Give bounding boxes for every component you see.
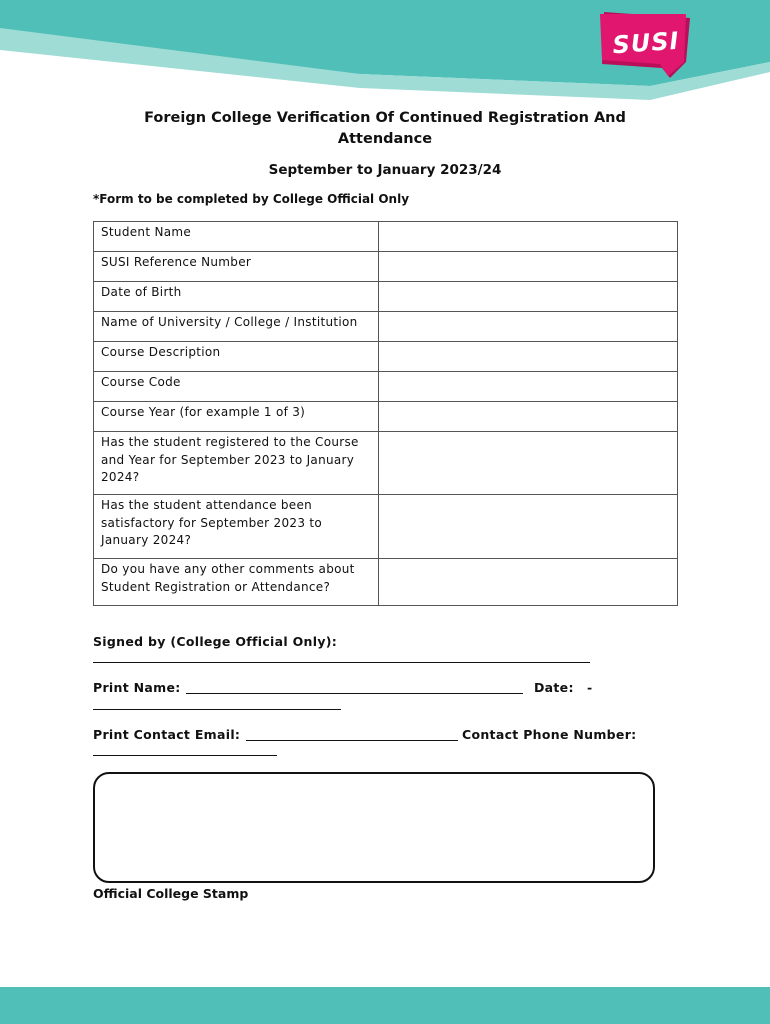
date-label: Date: xyxy=(534,680,574,695)
contact-phone-label: Contact Phone Number: xyxy=(462,727,637,742)
row-label: Course Code xyxy=(94,372,379,402)
table-row xyxy=(94,312,678,342)
value-field[interactable] xyxy=(379,252,678,282)
value-field[interactable] xyxy=(379,495,678,559)
date-dash: - xyxy=(587,680,593,695)
row-label: SUSI Reference Number xyxy=(94,252,379,282)
contact-email-line[interactable] xyxy=(246,740,458,741)
value-field[interactable] xyxy=(379,342,678,372)
value-field[interactable] xyxy=(379,559,678,606)
stamp-box xyxy=(93,772,655,883)
table-row xyxy=(94,222,678,252)
value-field[interactable] xyxy=(379,402,678,432)
print-name-line[interactable] xyxy=(186,693,523,694)
table-row xyxy=(94,432,678,495)
table-row xyxy=(94,252,678,282)
stamp-label: Official College Stamp xyxy=(93,886,249,901)
row-label: Date of Birth xyxy=(94,282,379,312)
value-field[interactable] xyxy=(379,372,678,402)
row-label: Name of University / College / Institution xyxy=(94,312,379,342)
footer-banner xyxy=(0,987,770,1024)
table-row xyxy=(94,559,678,606)
row-label: Course Year (for example 1 of 3) xyxy=(94,402,379,432)
table-row xyxy=(94,495,678,559)
signed-by-line[interactable] xyxy=(93,662,590,663)
susi-logo xyxy=(598,12,694,80)
logo-text: SUSI xyxy=(611,26,681,60)
row-label: Has the student attendance been satisfactory for September 2023 to January 2024? xyxy=(94,495,379,559)
student-details-table xyxy=(93,221,678,606)
document-subtitle: September to January 2023/24 xyxy=(268,162,502,178)
row-label: Do you have any other comments about Student Registration or Attendance? xyxy=(94,559,379,606)
value-field[interactable] xyxy=(379,432,678,495)
document-title: Foreign College Verification Of Continued Registration And Attendance xyxy=(144,110,626,147)
table-row xyxy=(94,342,678,372)
row-label: Student Name xyxy=(94,222,379,252)
form-note: *Form to be completed by College Official Only xyxy=(93,192,410,206)
row-label: Course Description xyxy=(94,342,379,372)
table-row xyxy=(94,372,678,402)
signed-by-label: Signed by (College Official Only): xyxy=(93,634,338,649)
row-label: Has the student registered to the Course and Year for September 2023 to January 2024? xyxy=(94,432,379,495)
table-row xyxy=(94,282,678,312)
contact-email-label: Print Contact Email: xyxy=(93,727,241,742)
value-field[interactable] xyxy=(379,282,678,312)
date-line[interactable] xyxy=(93,709,341,710)
table-row xyxy=(94,402,678,432)
value-field[interactable] xyxy=(379,222,678,252)
contact-phone-line[interactable] xyxy=(93,755,277,756)
print-name-label: Print Name: xyxy=(93,680,181,695)
value-field[interactable] xyxy=(379,312,678,342)
